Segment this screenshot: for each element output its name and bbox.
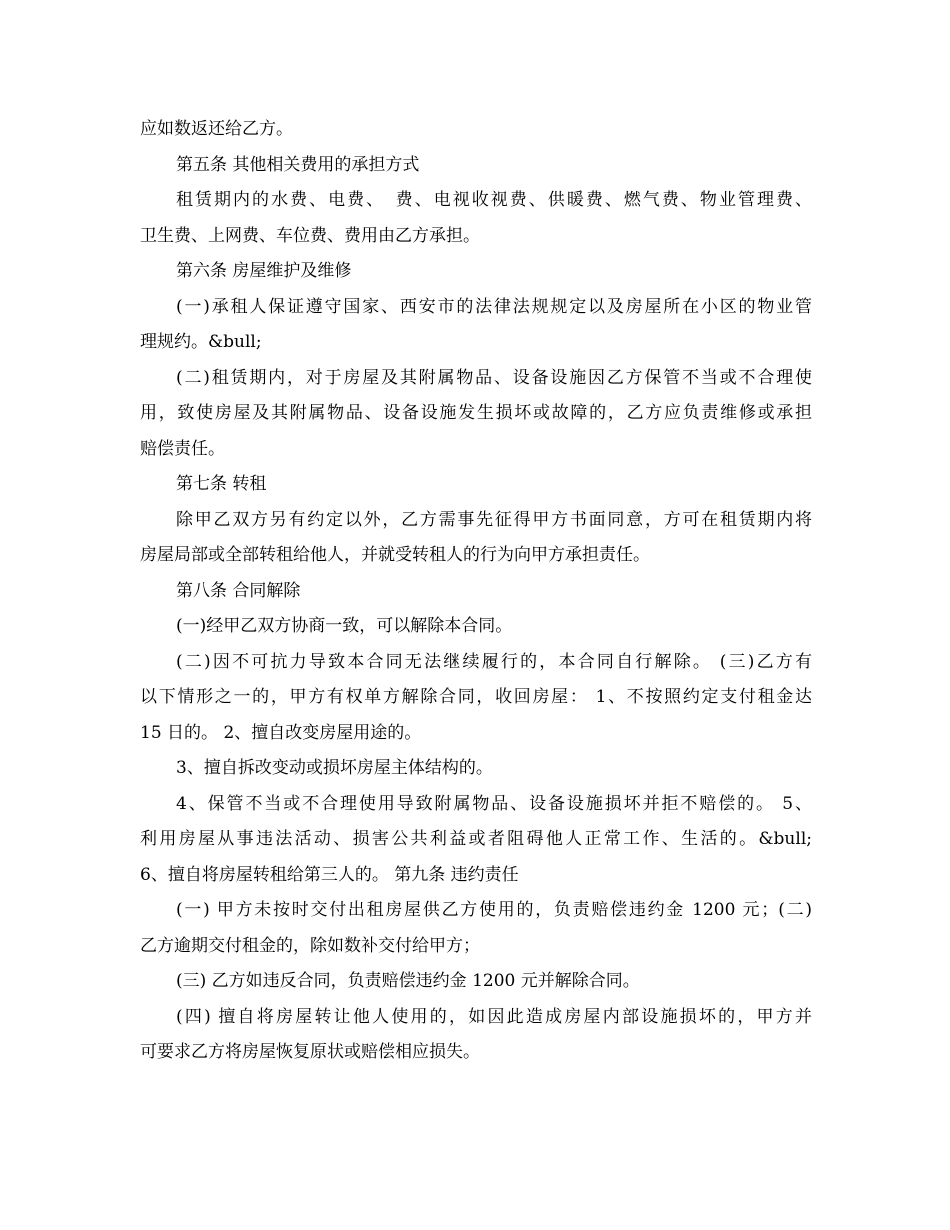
text-line: 除甲乙双方另有约定以外，乙方需事先征得甲方书面同意，方可在租赁期内将 (176, 509, 812, 530)
text-line: 卫生费、上网费、车位费、费用由乙方承担。 (140, 225, 480, 246)
text-line: 可要求乙方将房屋恢复原状或赔偿相应损失。 (140, 1042, 480, 1062)
text-line: 房屋局部或全部转租给他人，并就受转租人的行为向甲方承担责任。 (140, 545, 650, 565)
text-line: (二)租赁期内，对于房屋及其附属物品、设备设施因乙方保管不当或不合理使 (176, 367, 812, 388)
text-line: (四) 擅自将房屋转让他人使用的，如因此造成房屋内部设施损坏的，甲方并 (176, 1006, 812, 1027)
section-heading: 第五条 其他相关费用的承担方式 (176, 154, 420, 175)
text-line: 租赁期内的水费、电费、 费、电视收视费、供暖费、燃气费、物业管理费、 (176, 190, 812, 210)
text-line: (一)承租人保证遵守国家、西安市的法律法规规定以及房屋所在小区的物业管 (176, 296, 812, 317)
text-line: (三) 乙方如违反合同，负责赔偿违约金 1200 元并解除合同。 (176, 971, 640, 991)
text-line: 3、擅自拆改变动或损坏房屋主体结构的。 (176, 758, 493, 778)
text-line: (一)经甲乙双方协商一致，可以解除本合同。 (176, 616, 513, 636)
text-line: 理规约。&bull; (140, 332, 262, 352)
text-line: 用，致使房屋及其附属物品、设备设施发生损坏或故障的，乙方应负责维修或承担 (140, 403, 812, 423)
text-line: 6、擅自将房屋转租给第三人的。 第九条 违约责任 (140, 864, 519, 885)
text-line: 赔偿责任。 (140, 438, 225, 459)
section-heading: 第八条 合同解除 (176, 580, 301, 601)
document-page (140, 112, 812, 1071)
text-line: 以下情形之一的，甲方有权单方解除合同，收回房屋： 1、不按照约定支付租金达 (140, 687, 812, 707)
section-heading: 第六条 房屋维护及维修 (176, 261, 352, 281)
section-heading: 第七条 转租 (176, 474, 267, 494)
text-line: 利用房屋从事违法活动、损害公共利益或者阻碍他人正常工作、生活的。&bull; (140, 829, 812, 849)
text-line: 应如数返还给乙方。 (140, 119, 293, 139)
text-line: (二)因不可抗力导致本合同无法继续履行的，本合同自行解除。 (三)乙方有 (176, 651, 812, 672)
text-line: 4、保管不当或不合理使用导致附属物品、设备设施损坏并拒不赔偿的。 5、 (176, 793, 812, 814)
text-line: (一) 甲方未按时交付出租房屋供乙方使用的，负责赔偿违约金 1200 元；(二) (176, 900, 812, 920)
text-line: 乙方逾期交付租金的，除如数补交付给甲方； (140, 935, 480, 956)
text-line: 15 日的。 2、擅自改变房屋用途的。 (140, 722, 422, 743)
